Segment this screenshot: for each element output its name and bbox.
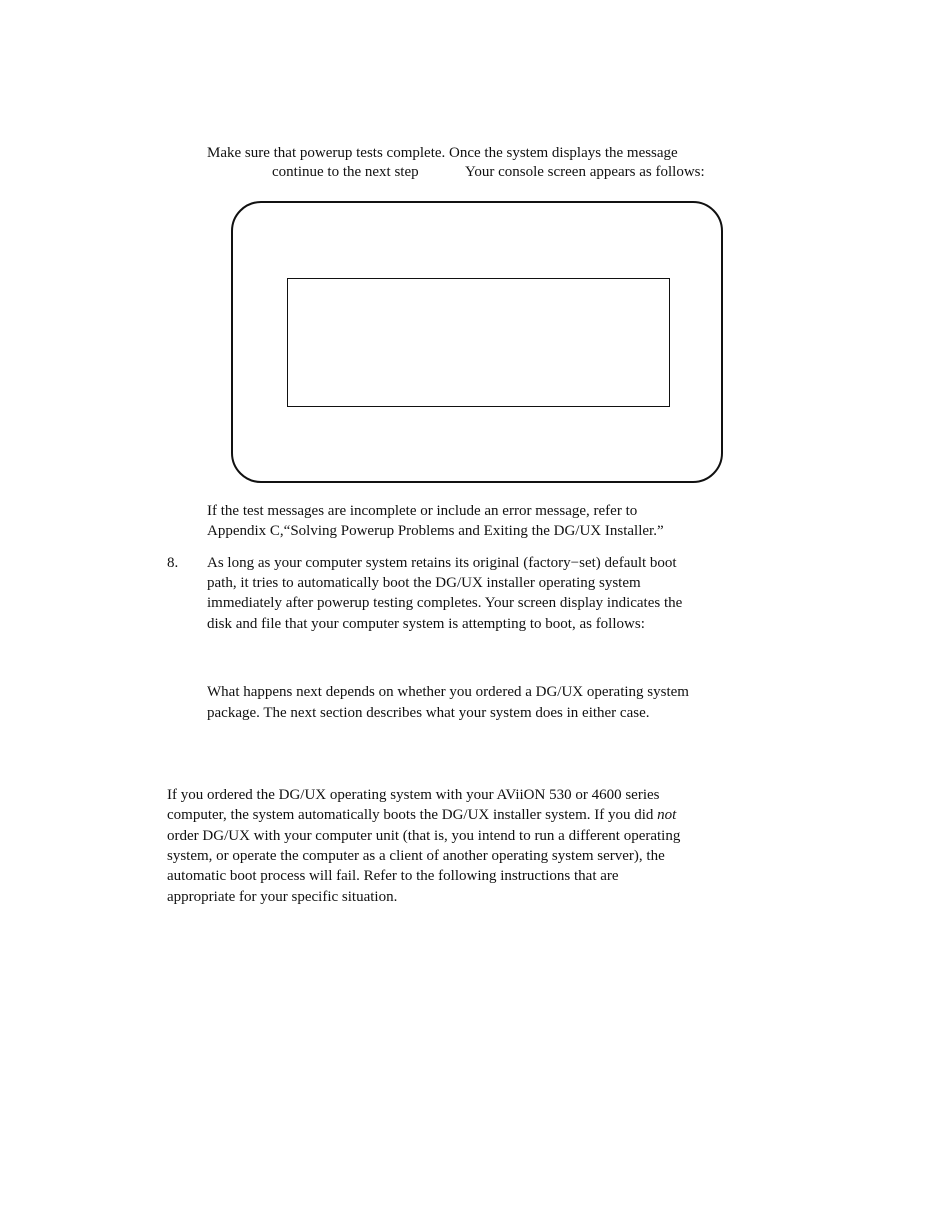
section-line-4: system, or operate the computer as a client of another operating system server), the <box>167 848 665 864</box>
error-note-line-1: If the test messages are incomplete or include an error message, refer to <box>207 503 638 519</box>
intro-line-2-b: Your console screen appears as follows: <box>465 164 705 180</box>
console-screen-content-box <box>287 278 670 407</box>
section-line-5: automatic boot process will fail. Refer to the following instructions that are <box>167 868 619 884</box>
intro-line-2-a: continue to the next step <box>272 164 419 180</box>
section-line-6: appropriate for your specific situation. <box>167 889 398 905</box>
step8-line-3: immediately after powerup testing completes. Your screen display indicates the <box>207 595 683 611</box>
section-line-1: If you ordered the DG/UX operating system with your AViiON 530 or 4600 series <box>167 787 660 803</box>
step8-line-4: disk and file that your computer system is attempting to boot, as follows: <box>207 616 645 632</box>
section-line-2-emphasis: not <box>657 807 677 823</box>
next-line-2: package. The next section describes what your system does in either case. <box>207 705 650 721</box>
section-line-3: order DG/UX with your computer unit (that is, you intend to run a different operating <box>167 828 681 844</box>
step8-line-1: As long as your computer system retains its original (factory−set) default boot <box>207 555 677 571</box>
section-line-2 <box>167 805 676 825</box>
intro-line-1: Make sure that powerup tests complete. Once the system displays the message <box>207 145 678 161</box>
step8-line-2: path, it tries to automatically boot the DG/UX installer operating system <box>207 575 641 591</box>
next-line-1: What happens next depends on whether you ordered a DG/UX operating system <box>207 684 689 700</box>
section-line-2-text: computer, the system automatically boots the DG/UX installer system. If you did <box>167 807 658 823</box>
step-number: 8. <box>167 555 179 571</box>
error-note-line-2: Appendix C,“Solving Powerup Problems and Exiting the DG/UX Installer.” <box>207 523 664 539</box>
